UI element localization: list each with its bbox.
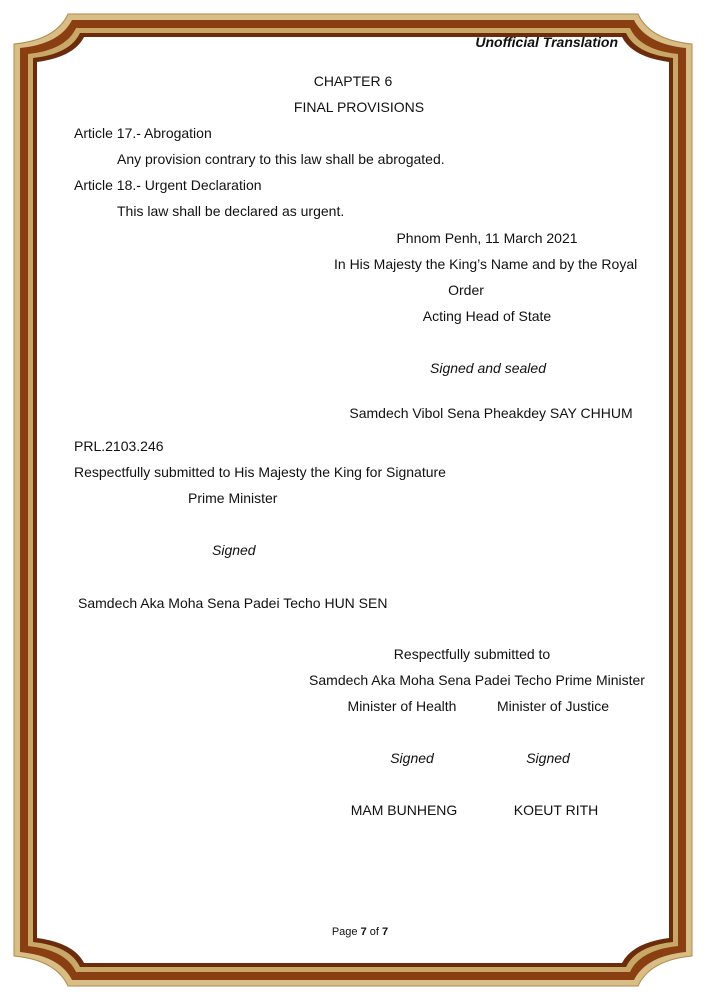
total-pages: 7: [382, 926, 389, 938]
article-18-text: This law shall be declared as urgent.: [117, 203, 345, 219]
submitted-to-king: Respectfully submitted to His Majesty the King for Signature: [74, 464, 446, 480]
health-minister-signed: Signed: [390, 750, 434, 766]
article-17-text: Any provision contrary to this law shall be abrogated.: [117, 151, 445, 167]
health-minister-name: MAM BUNHENG: [350, 802, 458, 818]
head-of-state-name: Samdech Vibol Sena Pheakdey SAY CHHUM: [349, 405, 633, 421]
kings-name-line: In His Majesty the King’s Name and by the Royal: [334, 256, 638, 272]
minister-of-justice-title: Minister of Justice: [496, 698, 610, 714]
justice-minister-signed: Signed: [526, 750, 570, 766]
acting-head-of-state: Acting Head of State: [422, 308, 552, 324]
reference-code: PRL.2103.246: [74, 438, 164, 454]
royal-order-line: Order: [448, 282, 484, 298]
prime-minister-name: Samdech Aka Moha Sena Padei Techo HUN SEN: [78, 595, 388, 611]
submitted-to-pm: Respectfully submitted to: [393, 646, 551, 662]
article-18-heading: Article 18.- Urgent Declaration: [74, 177, 262, 193]
page-number: [332, 923, 388, 941]
chapter-title: FINAL PROVISIONS: [293, 99, 425, 115]
current-page: 7: [360, 926, 367, 938]
prime-minister-signed: Signed: [212, 542, 256, 558]
justice-minister-name: KOEUT RITH: [513, 802, 599, 818]
place-date: Phnom Penh, 11 March 2021: [396, 230, 578, 246]
prime-minister-title: Prime Minister: [188, 490, 278, 506]
unofficial-translation-note: Unofficial Translation: [475, 34, 618, 50]
prime-minister-addressee: Samdech Aka Moha Sena Padei Techo Prime Minister: [309, 672, 645, 688]
article-17-heading: Article 17.- Abrogation: [74, 125, 212, 141]
signed-and-sealed: Signed and sealed: [430, 360, 546, 376]
chapter-number: CHAPTER 6: [313, 73, 393, 89]
page-word: Page: [331, 926, 358, 938]
minister-of-health-title: Minister of Health: [347, 698, 457, 714]
of-word: of: [369, 926, 379, 938]
